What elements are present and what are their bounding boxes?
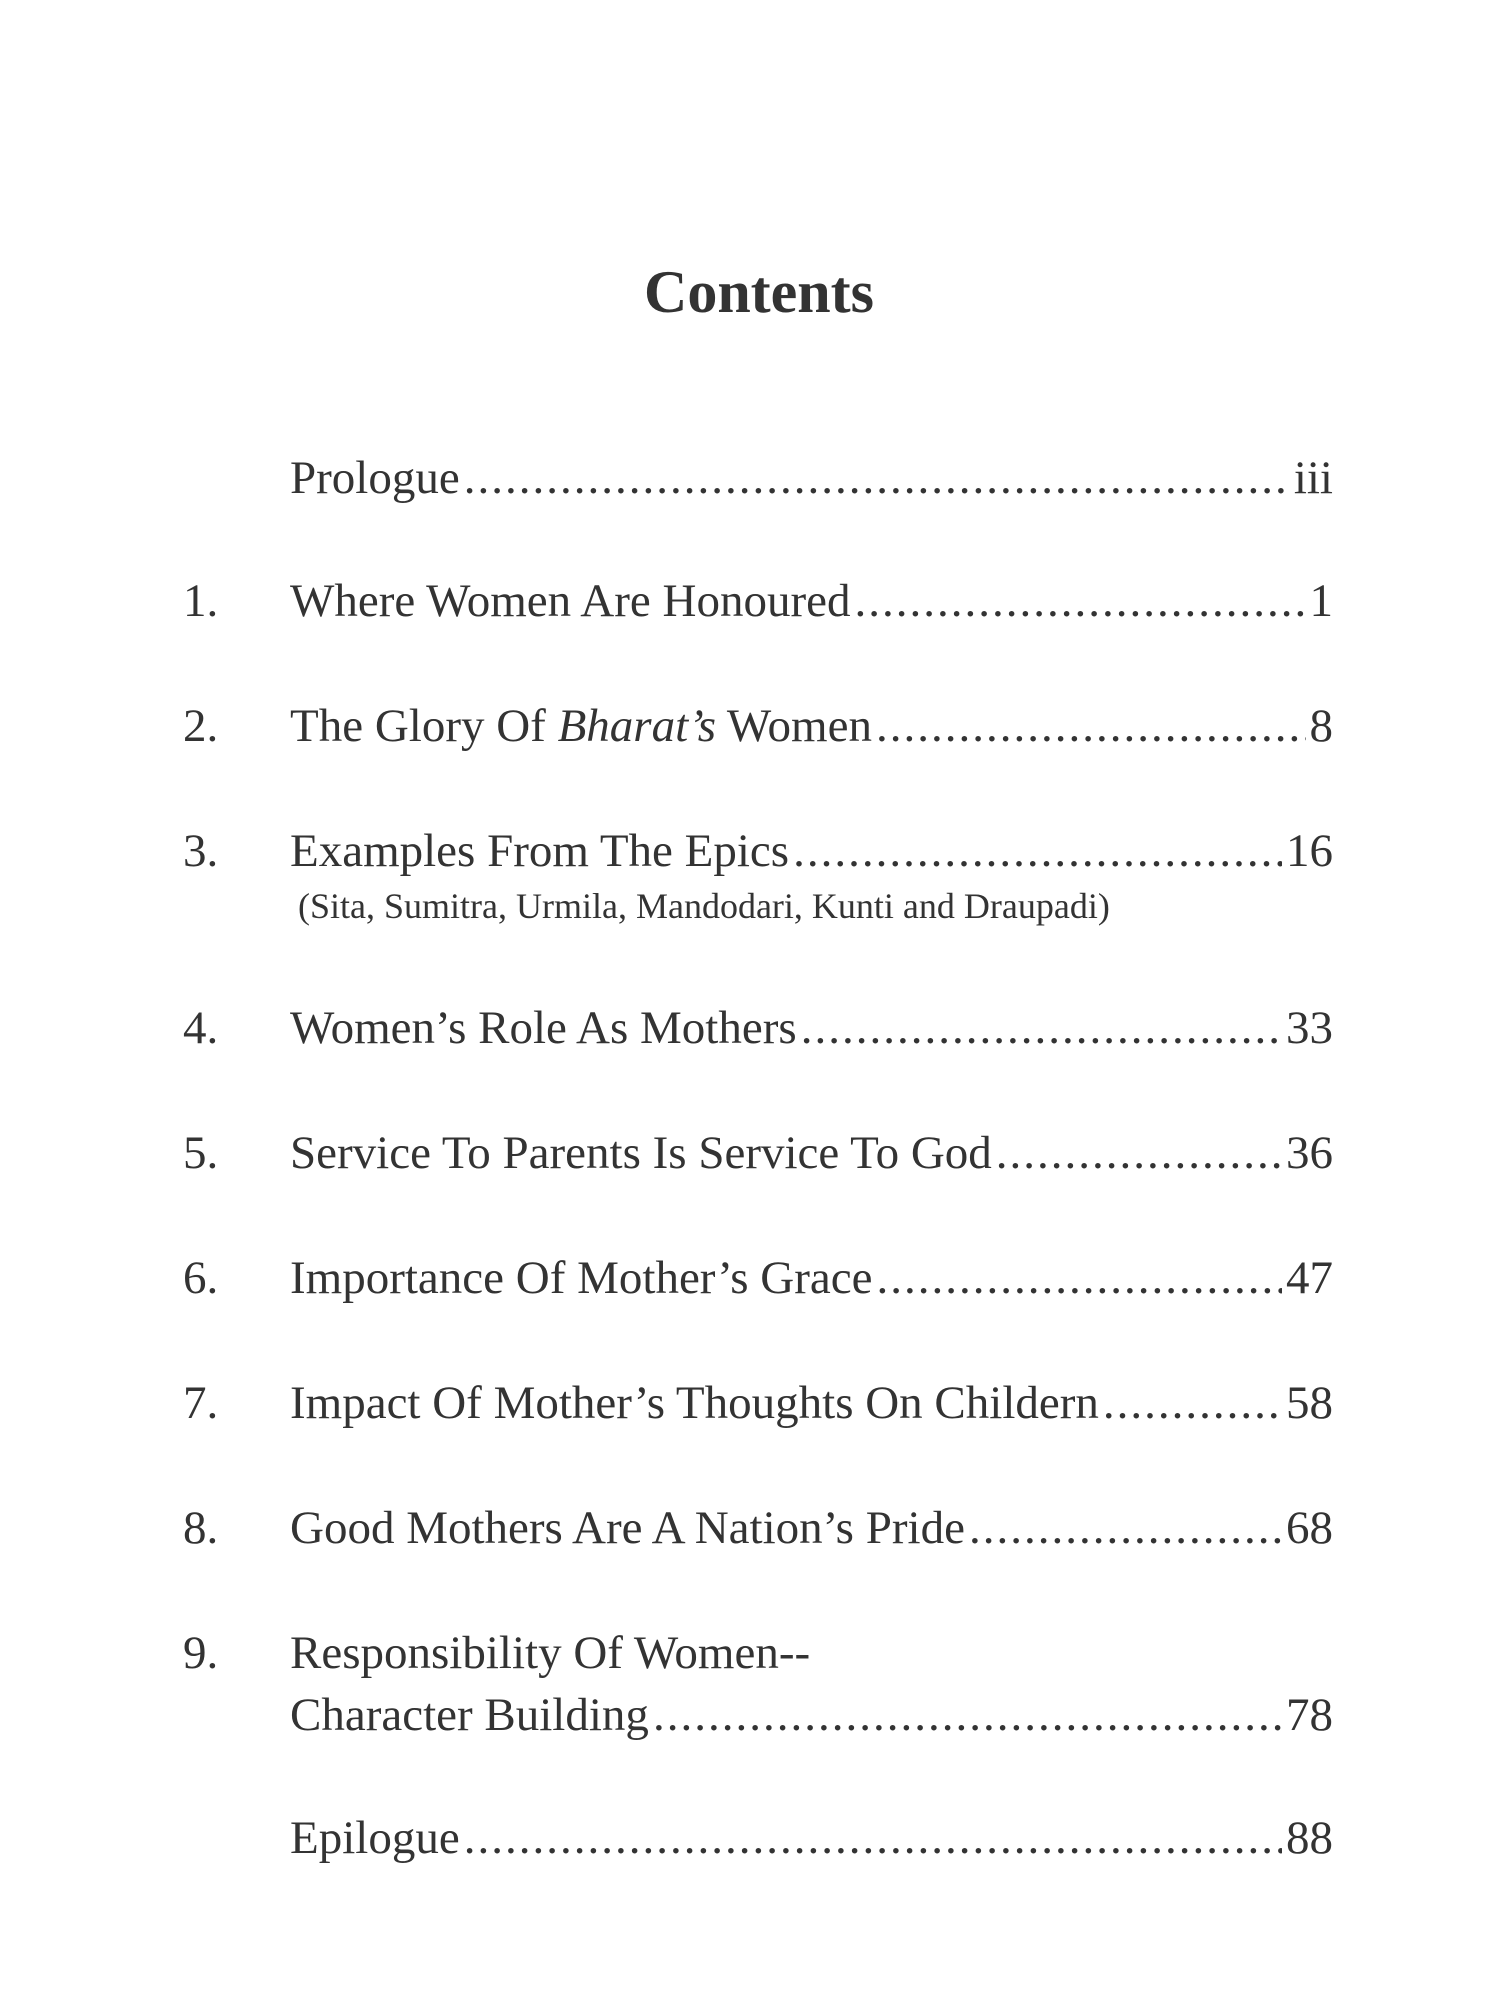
dot-leader	[876, 1255, 1282, 1302]
toc-entry-page: 88	[1286, 1812, 1333, 1864]
toc-entry-title: Service To Parents Is Service To God	[290, 1127, 992, 1179]
page-title: Contents	[643, 259, 874, 325]
toc-entry-title	[290, 700, 872, 752]
toc-entry-title: Character Building	[290, 1689, 649, 1741]
toc-entry-3[interactable]	[290, 825, 1333, 877]
toc-entry-number: 6.	[183, 1252, 219, 1304]
toc-entry-number: 5.	[183, 1127, 219, 1179]
dot-leader	[996, 1130, 1282, 1177]
dot-leader	[854, 578, 1305, 625]
toc-entry-number: 3.	[183, 825, 219, 877]
toc-entry-title: Impact Of Mother’s Thoughts On Childern	[290, 1377, 1099, 1429]
dot-leader	[464, 455, 1290, 502]
toc-entry-title-italic: Bharat’s	[557, 700, 717, 752]
toc-entry-page: 8	[1309, 700, 1333, 752]
toc-entry-9[interactable]	[290, 1689, 1333, 1741]
toc-entry-2[interactable]	[290, 700, 1333, 752]
toc-entry-title-part: Women	[716, 700, 872, 752]
toc-entry-7[interactable]	[290, 1377, 1333, 1429]
toc-entry-8[interactable]	[290, 1502, 1333, 1554]
toc-entry-4[interactable]	[290, 1002, 1333, 1054]
toc-entry-title: Epilogue	[290, 1812, 460, 1864]
dot-leader	[1103, 1380, 1282, 1427]
toc-entry-page: 58	[1286, 1377, 1333, 1429]
toc-entry-page: 78	[1286, 1689, 1333, 1741]
toc-entry-title-part: The Glory Of	[290, 700, 558, 752]
toc-entry-title: Where Women Are Honoured	[290, 575, 851, 627]
toc-entry-page: 1	[1309, 575, 1333, 627]
dot-leader	[793, 828, 1282, 875]
toc-entry-number: 8.	[183, 1502, 219, 1554]
toc-entry-page: 16	[1286, 825, 1333, 877]
toc-entry-number: 7.	[183, 1377, 219, 1429]
toc-entry-title-line1: Responsibility Of Women--	[290, 1627, 811, 1679]
toc-entry-page: iii	[1293, 452, 1333, 504]
dot-leader	[801, 1005, 1282, 1052]
toc-entry-title: Importance Of Mother’s Grace	[290, 1252, 873, 1304]
toc-entry-epilogue[interactable]	[290, 1812, 1333, 1864]
toc-entry-title: Good Mothers Are A Nation’s Pride	[290, 1502, 965, 1554]
toc-entry-5[interactable]	[290, 1127, 1333, 1179]
toc-entry-subtitle: (Sita, Sumitra, Urmila, Mandodari, Kunti and Draupadi)	[298, 886, 1110, 926]
toc-entry-number: 4.	[183, 1002, 219, 1054]
toc-entry-page: 36	[1286, 1127, 1333, 1179]
dot-leader	[464, 1815, 1282, 1862]
toc-entry-title: Women’s Role As Mothers	[290, 1002, 797, 1054]
toc-entry-page: 33	[1286, 1002, 1333, 1054]
toc-entry-number: 2.	[183, 700, 219, 752]
toc-entry-number: 9.	[183, 1627, 219, 1679]
toc-entry-number: 1.	[183, 575, 219, 627]
toc-entry-title: Prologue	[290, 452, 460, 504]
dot-leader	[969, 1505, 1282, 1552]
toc-entry-1[interactable]	[290, 575, 1333, 627]
toc-entry-page: 68	[1286, 1502, 1333, 1554]
toc-entry-prologue[interactable]	[290, 452, 1333, 504]
toc-entry-title: Examples From The Epics	[290, 825, 790, 877]
dot-leader	[653, 1692, 1282, 1739]
dot-leader	[876, 703, 1306, 750]
toc-entry-6[interactable]	[290, 1252, 1333, 1304]
toc-entry-page: 47	[1286, 1252, 1333, 1304]
